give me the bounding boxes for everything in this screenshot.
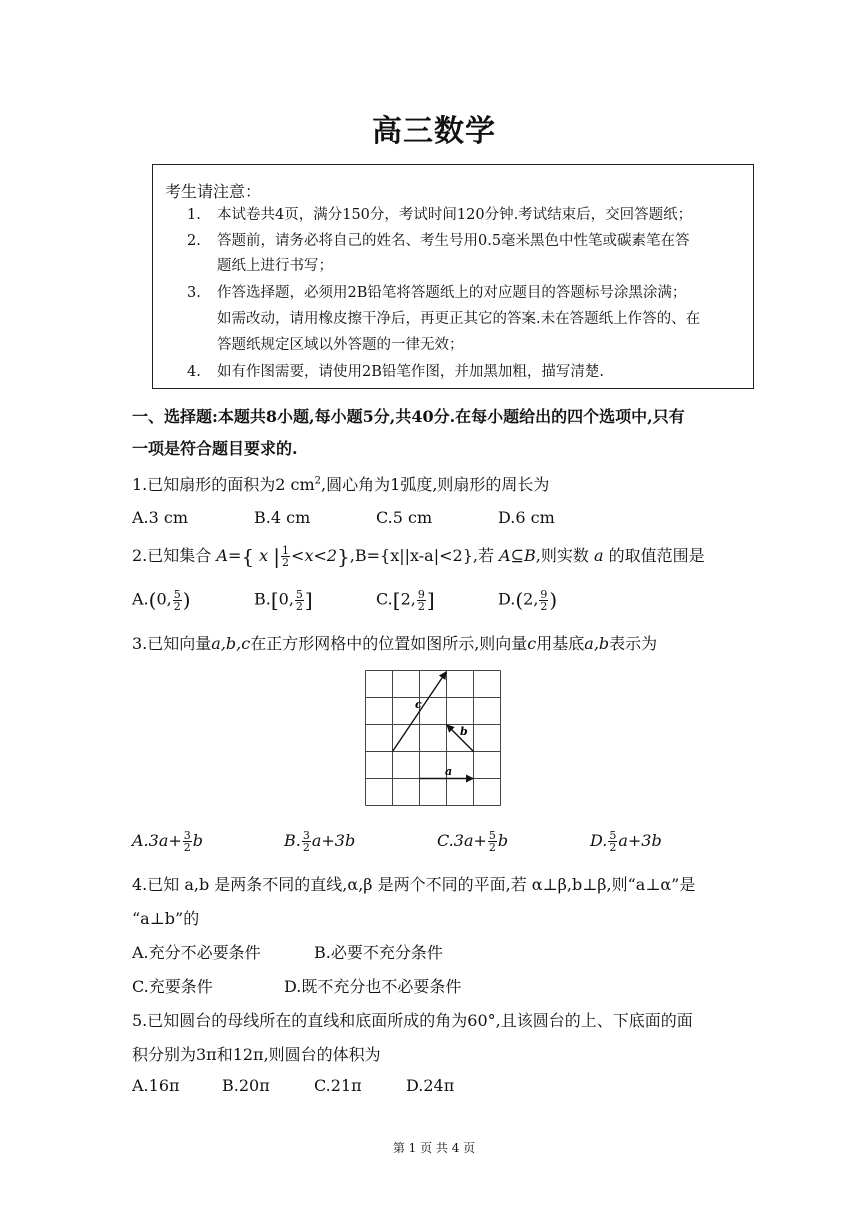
q1-option-c: C.5 cm xyxy=(376,508,433,527)
q4-option-b: B.必要不充分条件 xyxy=(314,943,443,962)
q4-option-a: A.充分不必要条件 xyxy=(132,943,261,962)
q2-set-a: A xyxy=(216,546,228,565)
q1-sup: 2 xyxy=(314,475,322,487)
q5-option-a: A.16π xyxy=(132,1076,180,1095)
question-2-stem xyxy=(132,543,705,569)
q2-option-c: C.[2, $\frac{9}{2}$ ] xyxy=(376,587,435,613)
notice-item-text: 作答选择题，必须用2B铅笔将答题纸上的对应题目的答题标号涂黑涂满； xyxy=(217,285,687,301)
q5-option-d: D.24π xyxy=(406,1076,455,1095)
question-3-stem: 3.已知向量a,b,c在正方形网格中的位置如图所示,则向量c用基底a,b表示为 xyxy=(132,634,658,653)
q2-relation: A⊆B xyxy=(499,546,536,565)
section-heading: 一、选择题:本题共8小题,每小题5分,共40分.在每小题给出的四个选项中,只有 xyxy=(132,407,685,426)
q2-var-a: a xyxy=(593,546,604,565)
q2-fraction: $\frac{1}{2}$ xyxy=(282,544,290,569)
vector-grid-figure xyxy=(365,670,502,807)
notice-item-text: 答题纸规定区域以外答题的一律无效； xyxy=(217,337,464,353)
q1-option-a: A.3 cm xyxy=(132,508,189,527)
q2-text: 的取值范围是 xyxy=(608,546,705,565)
question-4-stem: 4.已知 a,b 是两条不同的直线,α,β 是两个不同的平面,若 α⊥β,b⊥β,则“a⊥α”是 xyxy=(132,875,696,894)
q2-option-d: D.(2, $\frac{9}{2}$ ) xyxy=(498,587,558,613)
q2-text: 2.已知集合 xyxy=(132,546,212,565)
q2-option-a: A.(0, $\frac{5}{2}$ ) xyxy=(132,587,191,613)
section-heading-continued: 一项是符合题目要求的. xyxy=(132,439,298,458)
notice-item-number: 1. xyxy=(187,207,201,223)
notice-item-number: 4. xyxy=(187,364,201,380)
q3-basis: a,b xyxy=(584,634,610,653)
notice-item-number: 2. xyxy=(187,233,201,249)
vector-c-label: c xyxy=(415,698,422,711)
q1-text: ,圆心角为1弧度,则扇形的周长为 xyxy=(321,475,550,494)
question-5-stem-continued: 积分别为3π和12π,则圆台的体积为 xyxy=(132,1045,381,1064)
q2-var-x: x xyxy=(259,546,269,565)
q2-eq: = xyxy=(227,546,242,565)
q3-option-d: D. $\frac{5}{2}$ a+3b xyxy=(590,829,662,854)
q3-vectors: a,b,c xyxy=(211,634,251,653)
q3-vector-c: c xyxy=(527,634,537,653)
notice-item-number: 3. xyxy=(187,285,201,301)
notice-box xyxy=(152,164,754,389)
page-title: 高三数学 xyxy=(372,114,496,149)
q5-option-c: C.21π xyxy=(314,1076,362,1095)
q2-text: ,则实数 xyxy=(535,546,589,565)
q3-option-a: A.3a+ $\frac{3}{2}$ b xyxy=(132,829,204,854)
q2-option-b: B.[0, $\frac{5}{2}$ ] xyxy=(254,587,313,613)
q1-option-d: D.6 cm xyxy=(498,508,555,527)
question-4-stem-continued: “a⊥b”的 xyxy=(132,909,200,928)
q3-option-c: C.3a+ $\frac{5}{2}$ b xyxy=(437,829,509,854)
q1-text: 1.已知扇形的面积为2 cm xyxy=(132,475,315,494)
notice-heading: 考生请注意： xyxy=(165,182,262,201)
notice-item-text: 如需改动，请用橡皮擦干净后，再更正其它的答案.未在答题纸上作答的、在 xyxy=(217,311,701,327)
q2-brace: } xyxy=(337,544,350,569)
notice-item-text: 答题前，请务必将自己的姓名、考生号用0.5毫米黑色中性笔或碳素笔在答 xyxy=(217,233,690,249)
q2-text: ,B={x||x-a|<2},若 xyxy=(349,546,494,565)
q4-option-c: C.充要条件 xyxy=(132,977,213,996)
page-footer: 第 1 页 共 4 页 xyxy=(392,1141,476,1155)
q1-option-b: B.4 cm xyxy=(254,508,311,527)
notice-item-text: 如有作图需要，请使用2B铅笔作图，并加黑加粗，描写清楚. xyxy=(217,364,604,380)
notice-item-text: 本试卷共4页，满分150分，考试时间120分钟.考试结束后，交回答题纸； xyxy=(217,207,693,223)
q2-brace: { xyxy=(241,544,255,569)
q3-option-b: B. $\frac{3}{2}$ a+3b xyxy=(284,829,356,854)
q2-bar: | xyxy=(273,544,281,569)
vector-a-label: a xyxy=(445,765,453,778)
vector-b-label: b xyxy=(460,725,468,738)
q2-ineq: <x<2 xyxy=(291,546,338,565)
notice-item-text: 题纸上进行书写； xyxy=(217,258,333,274)
q4-option-d: D.既不充分也不必要条件 xyxy=(284,977,462,996)
question-5-stem: 5.已知圆台的母线所在的直线和底面所成的角为60°,且该圆台的上、下底面的面 xyxy=(132,1011,693,1030)
question-1-stem xyxy=(132,472,549,495)
q5-option-b: B.20π xyxy=(222,1076,270,1095)
